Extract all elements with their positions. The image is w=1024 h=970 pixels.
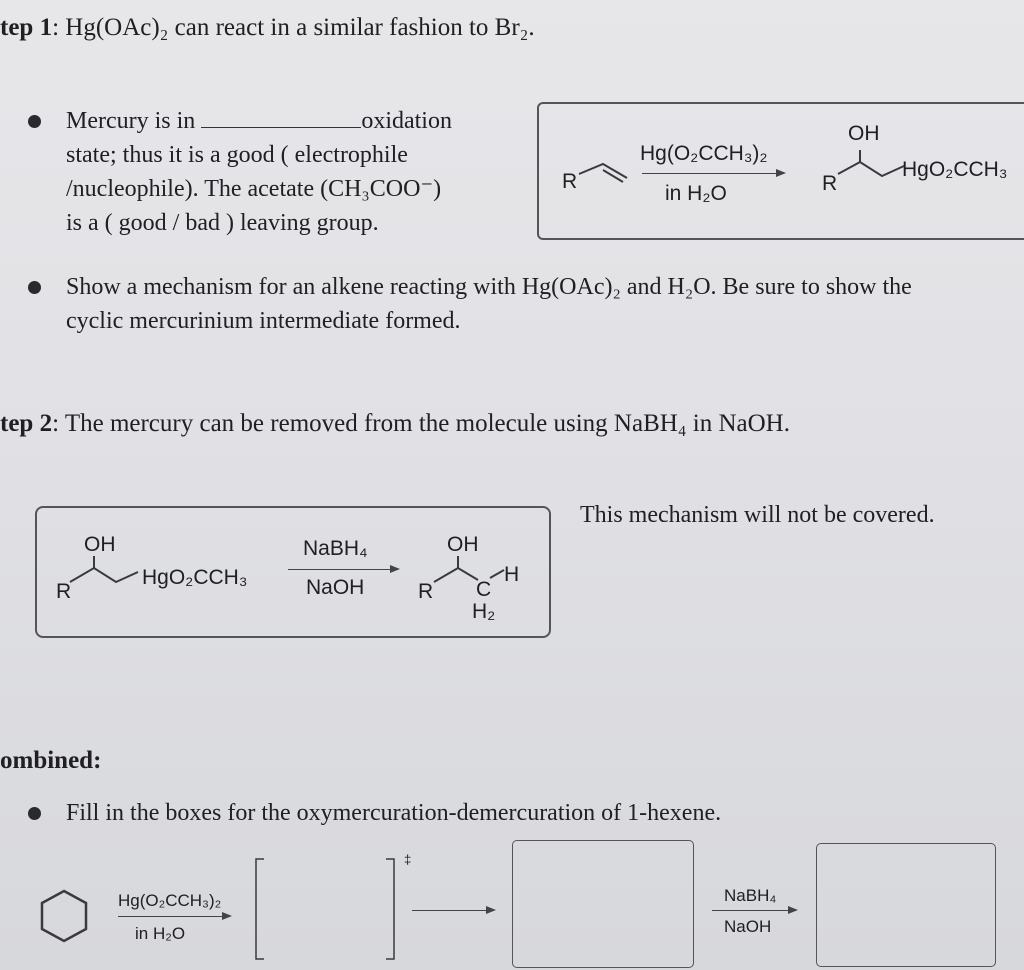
reaction1-reagent-top: Hg(O₂CCH₃)₂ xyxy=(640,142,768,165)
combined-reagent2-bottom: NaOH xyxy=(724,917,772,936)
combined-heading xyxy=(0,747,101,775)
reaction1-product-group: HgO₂CCH₃ xyxy=(902,158,1008,181)
combined-reagent2-top: NaBH₄ xyxy=(724,886,777,905)
reaction2-arrow xyxy=(288,569,398,570)
reaction2-product-c: C xyxy=(476,578,492,601)
bullet-icon xyxy=(28,115,41,128)
combined-heading-text: ombined: xyxy=(0,747,102,774)
combined-arrow2 xyxy=(412,910,494,911)
reaction1-reactant-r: R xyxy=(562,170,578,193)
bullet1-line2: state; thus it is a good ( electrophile xyxy=(66,142,408,168)
step1-heading-text: : Hg(OAc)₂ can react in a similar fashion to Br₂. xyxy=(52,14,535,41)
answer-box-2[interactable] xyxy=(816,843,996,967)
combined-arrow3 xyxy=(712,910,796,911)
reaction1-arrow xyxy=(642,173,784,174)
step2-heading xyxy=(0,410,790,438)
reaction2-product-skeleton xyxy=(430,556,510,596)
bullet1-line4: is a ( good / bad ) leaving group. xyxy=(66,210,379,236)
bullet1-part1: Mercury is in xyxy=(66,108,196,134)
bullet2-text xyxy=(66,270,1016,338)
step2-note: This mechanism will not be covered. xyxy=(580,502,935,528)
bullet1-line3: /nucleophile). The acetate (CH₃COO⁻) xyxy=(66,176,442,202)
step1-heading-label: tep 1 xyxy=(0,14,53,41)
reaction1-product-oh: OH xyxy=(848,122,880,145)
reaction2-reactant-skeleton xyxy=(66,556,146,596)
combined-reagent1-top: Hg(O₂CCH₃)₂ xyxy=(118,891,222,910)
bullet-icon xyxy=(28,281,41,294)
reaction1-product-r: R xyxy=(822,172,838,195)
reaction1-reagent-bottom: in H₂O xyxy=(665,182,727,205)
bullet1-part2: oxidation xyxy=(361,108,452,134)
dagger-symbol: ‡ xyxy=(404,852,412,867)
reaction2-reagent-bottom: NaOH xyxy=(306,576,365,599)
answer-box-1[interactable] xyxy=(512,840,694,968)
bullet2-line1: Show a mechanism for an alkene reacting with Hg(OAc)₂ and H₂O. Be sure to show the xyxy=(66,274,912,300)
bullet1-text xyxy=(66,104,536,240)
bullet-icon xyxy=(28,807,41,820)
reaction2-product-r: R xyxy=(418,580,434,603)
step2-heading-label: tep 2 xyxy=(0,410,53,437)
reaction2-reactant-oh: OH xyxy=(84,533,116,556)
bullet2-line2: cyclic mercurinium intermediate formed. xyxy=(66,308,461,334)
reaction2-product-oh: OH xyxy=(447,533,479,556)
combined-reagent1-bottom: in H₂O xyxy=(135,924,186,943)
cyclohexene-icon xyxy=(38,888,90,944)
reaction2-reagent-top: NaBH₄ xyxy=(303,537,368,560)
reaction2-reactant-group: HgO₂CCH₃ xyxy=(142,566,248,589)
step2-heading-text: : The mercury can be removed from the molecule using NaBH₄ in NaOH. xyxy=(52,410,790,437)
intermediate-bracket[interactable] xyxy=(250,855,410,965)
step1-heading xyxy=(0,14,535,42)
reaction2-product-h2: H₂ xyxy=(472,600,496,623)
combined-bullet-text: Fill in the boxes for the oxymercuration-demercuration of 1-hexene. xyxy=(66,800,722,826)
reaction2-product-h: H xyxy=(504,563,520,586)
reaction2-reactant-r: R xyxy=(56,580,72,603)
reaction1-alkene xyxy=(575,160,635,190)
combined-arrow1 xyxy=(118,916,230,917)
oxidation-blank[interactable] xyxy=(201,107,361,128)
